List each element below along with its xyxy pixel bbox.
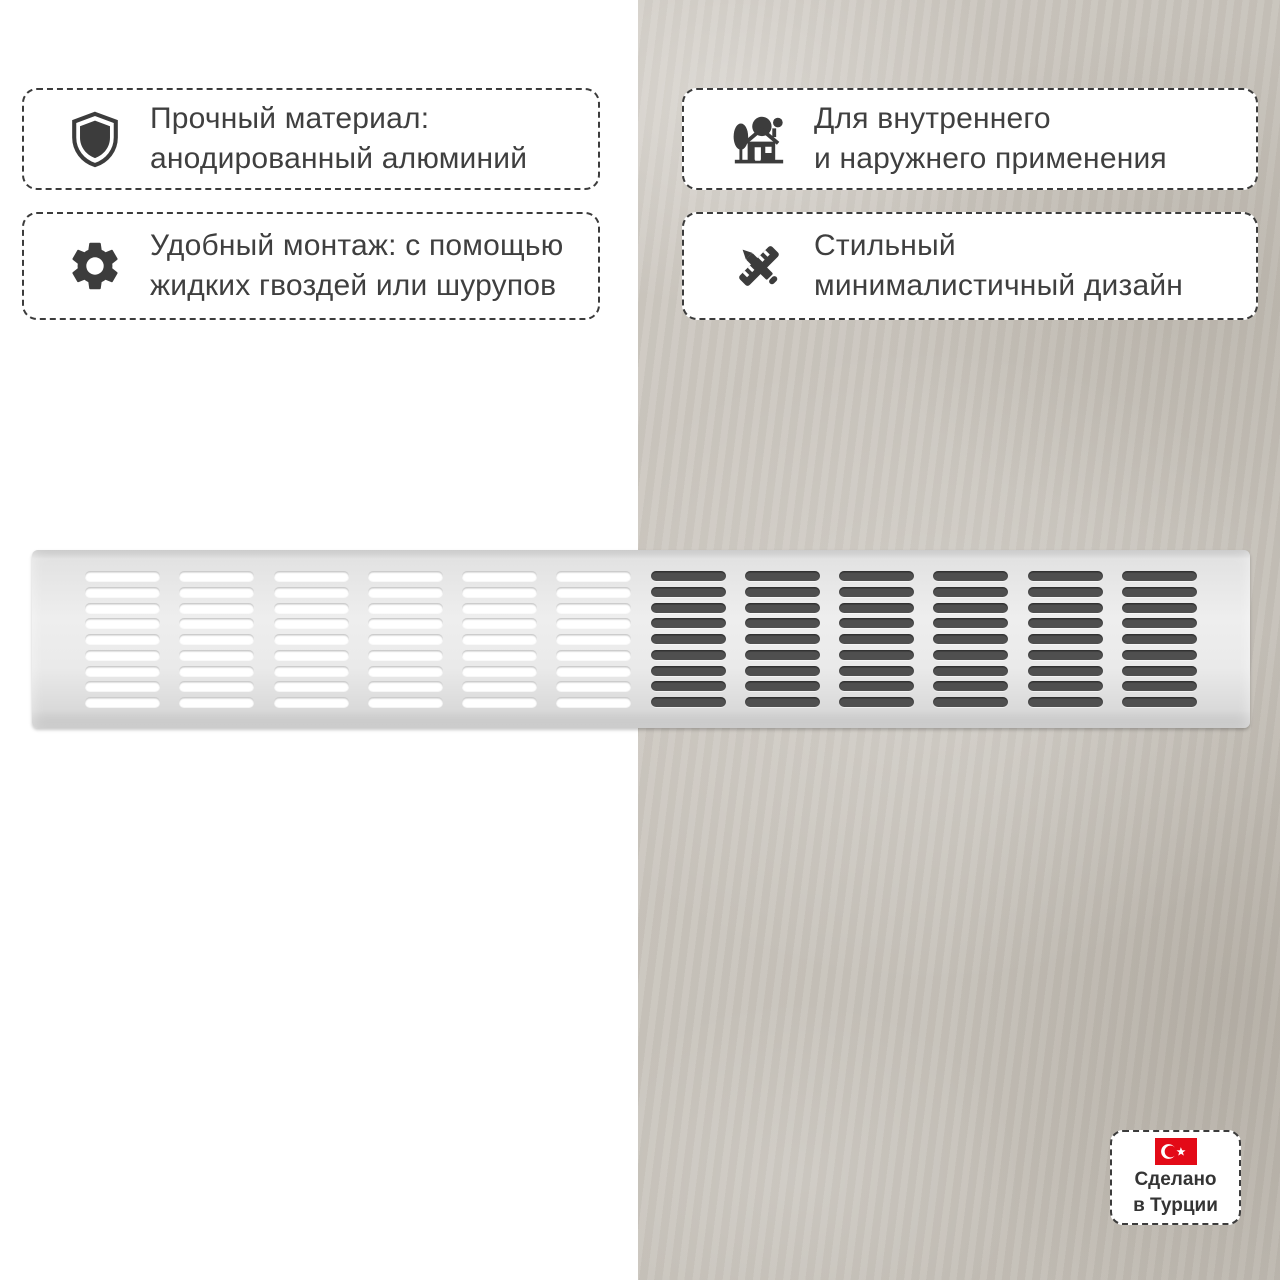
- vent-slot: [839, 603, 914, 613]
- vent-slot: [745, 634, 820, 644]
- made-in-turkey-badge: [1110, 1130, 1241, 1225]
- vent-slot: [85, 697, 160, 707]
- vent-slot: [368, 681, 443, 691]
- vent-slot: [839, 697, 914, 707]
- vent-slot: [651, 666, 726, 676]
- vent-slot: [933, 666, 1008, 676]
- house-icon: [730, 110, 788, 168]
- feature-text-line: и наружнего применения: [814, 142, 1167, 175]
- feature-text-line: минималистичный дизайн: [814, 269, 1184, 302]
- vent-slot: [274, 587, 349, 597]
- vent-slot: [1028, 571, 1103, 581]
- vent-slot: [274, 603, 349, 613]
- vent-slot: [839, 650, 914, 660]
- vent-slot: [556, 697, 631, 707]
- vent-slot: [933, 634, 1008, 644]
- vent-slot: [556, 603, 631, 613]
- feature-text-montage: [150, 226, 563, 306]
- feature-text-usage: [814, 99, 1167, 179]
- vent-slot: [651, 603, 726, 613]
- vent-slot: [85, 666, 160, 676]
- vent-slot: [462, 697, 537, 707]
- vent-column: [933, 571, 1008, 707]
- vent-slot: [179, 666, 254, 676]
- vent-slot: [651, 650, 726, 660]
- vent-slot: [179, 603, 254, 613]
- vent-slot: [462, 618, 537, 628]
- vent-slot: [839, 618, 914, 628]
- vent-slot: [745, 697, 820, 707]
- vent-slot: [556, 681, 631, 691]
- vent-slot: [651, 681, 726, 691]
- feature-text-line: Прочный материал:: [150, 102, 430, 135]
- feature-card-usage: [682, 88, 1258, 190]
- vent-slot: [274, 571, 349, 581]
- vent-slot: [556, 666, 631, 676]
- vent-slot: [1122, 603, 1197, 613]
- vent-slot: [556, 571, 631, 581]
- vent-column: [85, 571, 160, 707]
- vent-column: [839, 571, 914, 707]
- vent-slot: [1122, 571, 1197, 581]
- badge-line2: в Турции: [1133, 1195, 1218, 1216]
- vent-slot: [1028, 603, 1103, 613]
- feature-text-line: Удобный монтаж: с помощью: [150, 229, 564, 262]
- vent-slot: [462, 603, 537, 613]
- vent-slot: [368, 603, 443, 613]
- vent-column: [1028, 571, 1103, 707]
- badge-line1: Сделано: [1134, 1169, 1217, 1190]
- vent-slot: [933, 587, 1008, 597]
- vent-slot: [745, 618, 820, 628]
- vent-slot: [933, 618, 1008, 628]
- vent-column: [179, 571, 254, 707]
- vent-slot: [933, 681, 1008, 691]
- vent-slot: [1028, 634, 1103, 644]
- vent-grille-product: [32, 550, 1250, 728]
- pencil-ruler-icon: [730, 237, 788, 295]
- vent-slot: [179, 697, 254, 707]
- vent-slot: [933, 603, 1008, 613]
- vent-slot: [745, 681, 820, 691]
- vent-slot: [839, 681, 914, 691]
- vent-slot: [1122, 666, 1197, 676]
- vent-slot: [179, 681, 254, 691]
- feature-text-line: Стильный: [814, 229, 956, 262]
- vent-slot: [651, 697, 726, 707]
- vent-slot: [933, 650, 1008, 660]
- feature-text-line: Для внутреннего: [814, 102, 1051, 135]
- vent-slot: [1028, 697, 1103, 707]
- vent-slot: [651, 634, 726, 644]
- vent-slot: [745, 650, 820, 660]
- vent-slot: [274, 681, 349, 691]
- feature-text-line: жидких гвоздей или шурупов: [150, 269, 557, 302]
- vent-slot: [274, 618, 349, 628]
- vent-slot: [1122, 681, 1197, 691]
- vent-slot: [745, 666, 820, 676]
- vent-slot: [368, 571, 443, 581]
- vent-slot: [556, 618, 631, 628]
- vent-slot: [556, 587, 631, 597]
- vent-slot: [1028, 618, 1103, 628]
- vent-slot: [368, 618, 443, 628]
- vent-slot: [462, 681, 537, 691]
- vent-slot: [85, 634, 160, 644]
- vent-slot: [462, 587, 537, 597]
- vent-slot: [933, 697, 1008, 707]
- vent-slot: [368, 587, 443, 597]
- vent-slot: [745, 571, 820, 581]
- vent-slot: [839, 634, 914, 644]
- vent-slot: [274, 634, 349, 644]
- vent-slot: [179, 571, 254, 581]
- vent-slot: [651, 618, 726, 628]
- vent-slot-grid: [85, 571, 1197, 707]
- vent-slot: [462, 650, 537, 660]
- vent-slot: [274, 650, 349, 660]
- vent-slot: [85, 587, 160, 597]
- vent-slot: [179, 634, 254, 644]
- vent-slot: [933, 571, 1008, 581]
- vent-slot: [1122, 634, 1197, 644]
- vent-column: [1122, 571, 1197, 707]
- feature-card-material: [22, 88, 600, 190]
- vent-slot: [1028, 650, 1103, 660]
- vent-slot: [274, 697, 349, 707]
- vent-slot: [462, 666, 537, 676]
- vent-slot: [839, 666, 914, 676]
- vent-slot: [368, 650, 443, 660]
- gear-icon: [66, 237, 124, 295]
- vent-slot: [1122, 697, 1197, 707]
- turkey-flag-icon: [1155, 1138, 1197, 1165]
- vent-slot: [745, 587, 820, 597]
- feature-card-montage: [22, 212, 600, 320]
- vent-slot: [556, 634, 631, 644]
- vent-slot: [368, 697, 443, 707]
- vent-slot: [85, 618, 160, 628]
- vent-slot: [839, 587, 914, 597]
- feature-text-design: [814, 226, 1183, 306]
- vent-slot: [85, 650, 160, 660]
- vent-column: [745, 571, 820, 707]
- vent-slot: [85, 681, 160, 691]
- vent-slot: [368, 634, 443, 644]
- vent-slot: [462, 634, 537, 644]
- vent-slot: [1028, 587, 1103, 597]
- vent-slot: [179, 618, 254, 628]
- vent-slot: [1122, 618, 1197, 628]
- vent-slot: [179, 587, 254, 597]
- vent-slot: [1028, 666, 1103, 676]
- vent-slot: [839, 571, 914, 581]
- vent-column: [651, 571, 726, 707]
- vent-slot: [274, 666, 349, 676]
- vent-slot: [556, 650, 631, 660]
- vent-slot: [745, 603, 820, 613]
- vent-slot: [85, 603, 160, 613]
- vent-slot: [651, 571, 726, 581]
- vent-column: [274, 571, 349, 707]
- vent-slot: [1028, 681, 1103, 691]
- vent-slot: [462, 571, 537, 581]
- vent-slot: [85, 571, 160, 581]
- vent-slot: [1122, 650, 1197, 660]
- feature-text-line: анодированный алюминий: [150, 142, 528, 175]
- vent-slot: [179, 650, 254, 660]
- vent-slot: [368, 666, 443, 676]
- vent-slot: [1122, 587, 1197, 597]
- feature-text-material: [150, 99, 527, 179]
- feature-card-design: [682, 212, 1258, 320]
- vent-column: [556, 571, 631, 707]
- shield-icon: [66, 110, 124, 168]
- vent-column: [368, 571, 443, 707]
- vent-slot: [651, 587, 726, 597]
- vent-column: [462, 571, 537, 707]
